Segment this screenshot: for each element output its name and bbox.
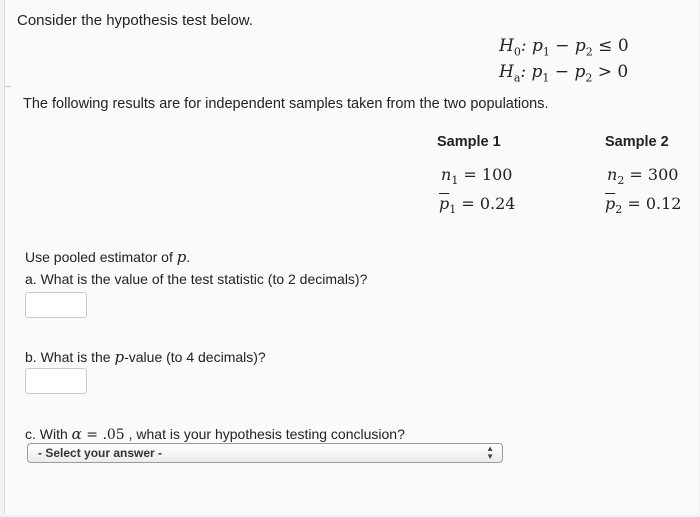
conclusion-select[interactable] [27, 443, 503, 463]
question-panel [4, 0, 699, 514]
answer-b-input[interactable] [25, 368, 87, 394]
answer-a-input[interactable] [25, 292, 87, 318]
sample2-header: Sample 2 [605, 134, 669, 150]
question-c: c. With α = .05 , what is your hypothesis testing conclusion? [25, 425, 405, 443]
p2-bar-value: $\overline{p}_2 = 0.12$ [605, 194, 682, 217]
question-b: b. What is the p-value (to 4 decimals)? [25, 348, 266, 366]
null-hypothesis: $H_0$: $p_1 - p_2 \le 0$ [499, 36, 629, 59]
pooled-estimator-note: Use pooled estimator of p. [25, 248, 191, 266]
samples-description: The following results are for independent samples taken from the two populations. [23, 96, 549, 112]
divider [5, 86, 11, 87]
select-label: - Select your answer - [38, 446, 163, 460]
select-arrows-icon: ▲ ▼ [486, 444, 494, 461]
alternative-hypothesis: $H_a$: $p_1 - p_2 > 0$ [499, 62, 629, 85]
intro-text: Consider the hypothesis test below. [17, 12, 253, 29]
p1-bar-value: $\overline{p}_1 = 0.24$ [439, 194, 516, 217]
question-a: a. What is the value of the test statistic (to 2 decimals)? [25, 271, 368, 287]
n1-value: $n_1 = 100$ [441, 165, 513, 188]
n2-value: $n_2 = 300$ [607, 165, 679, 188]
sample1-header: Sample 1 [437, 134, 501, 150]
